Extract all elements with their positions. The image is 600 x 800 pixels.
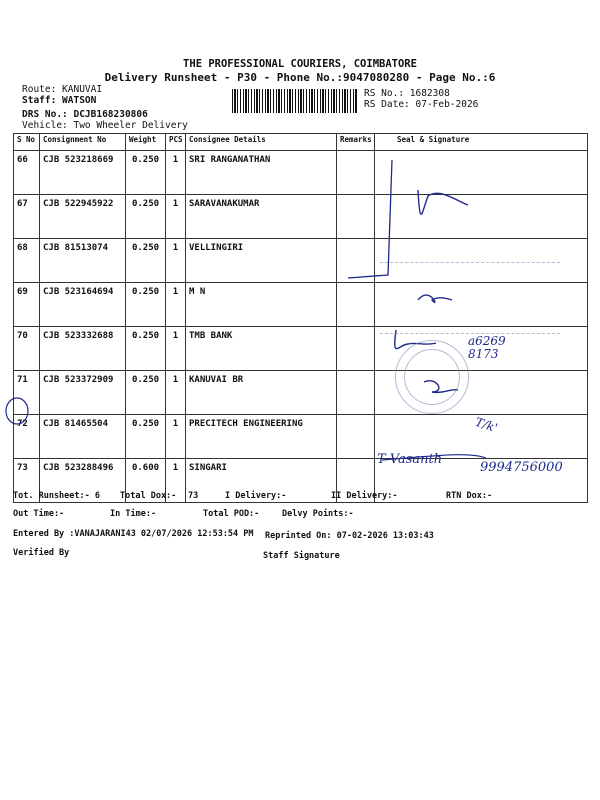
row-sno: 70 [14,327,40,371]
row-consignee: SRI RANGANATHAN [186,151,337,195]
rect-stamp [380,262,560,334]
row-pcs: 1 [166,327,186,371]
handwritten-mark: T/k' [473,414,500,436]
col-consignment: Consignment No [40,134,126,151]
row-consignee: KANUVAI BR [186,371,337,415]
row-consignee: SINGARI [186,459,337,503]
row-consignment: CJB 523288496 [40,459,126,503]
row-sno: 66 [14,151,40,195]
handwritten-name: T Vasanth [377,452,443,467]
row-consignee: SARAVANAKUMAR [186,195,337,239]
vehicle-label: Vehicle: Two Wheeler Delivery [22,120,188,131]
i-delivery: I Delivery:- [225,491,287,501]
ii-delivery: II Delivery:- [331,491,398,501]
row-pcs: 1 [166,459,186,503]
row-consignment: CJB 523218669 [40,151,126,195]
row-consignment: CJB 522945922 [40,195,126,239]
row-weight: 0.600 [126,459,166,503]
col-weight: Weight [126,134,166,151]
row-consignment: CJB 523332688 [40,327,126,371]
row-consignee: TMB BANK [186,327,337,371]
col-sno: S No [14,134,40,151]
in-time: In Time:- [110,509,157,519]
rs-number: RS No.: 1682308 [364,88,450,99]
row-weight: 0.250 [126,283,166,327]
col-pcs: PCS [166,134,186,151]
row-weight: 0.250 [126,371,166,415]
out-time: Out Time:- [13,509,65,519]
row-consignee: VELLINGIRI [186,239,337,283]
row-consignee: PRECITECH ENGINEERING [186,415,337,459]
row-weight: 0.250 [126,327,166,371]
staff-signature: Staff Signature [263,551,340,561]
route-label: Route: KANUVAI [22,84,103,95]
row-sno: 71 [14,371,40,415]
row-weight: 0.250 [126,195,166,239]
row-pcs: 1 [166,239,186,283]
row-consignment: CJB 523164694 [40,283,126,327]
col-consignee: Consignee Details [186,134,337,151]
row-weight: 0.250 [126,415,166,459]
drs-number: DRS No.: DCJB168230806 [22,109,148,120]
col-remarks: Remarks [337,134,375,151]
tot-runsheet: Tot. Runsheet:- 6 [13,491,100,501]
row-consignment: CJB 523372909 [40,371,126,415]
row-sno: 68 [14,239,40,283]
total-pod: Total POD:- [203,509,260,519]
runsheet-subtitle: Delivery Runsheet - P30 - Phone No.:9047080280 - Page No.:6 [104,71,496,84]
row-weight: 0.250 [126,151,166,195]
row-consignment: CJB 81513074 [40,239,126,283]
verified-by: Verified By [13,548,70,558]
ink-bracket [348,160,392,278]
row-weight: 0.250 [126,239,166,283]
total-dox-label: Total Dox:- [120,491,177,501]
rtn-dox: RTN Dox:- [446,491,493,501]
handwritten-code: a6269 8173 [468,334,506,361]
company-title: THE PROFESSIONAL COURIERS, COIMBATORE [183,58,417,70]
row-sno: 67 [14,195,40,239]
row-pcs: 1 [166,195,186,239]
entered-by: Entered By :VANAJARANI43 02/07/2026 12:53:54 PM [13,529,254,539]
row-pcs: 1 [166,371,186,415]
reprinted-on: Reprinted On: 07-02-2026 13:03:43 [265,531,434,541]
row-pcs: 1 [166,151,186,195]
row-consignment: CJB 81465504 [40,415,126,459]
row-pcs: 1 [166,283,186,327]
row-sno: 69 [14,283,40,327]
delvy-points: Delvy Points:- [282,509,354,519]
col-seal-signature: Seal & Signature [375,134,588,151]
rs-date: RS Date: 07-Feb-2026 [364,99,479,110]
total-dox-value: 73 [188,491,199,501]
row-consignee: M N [186,283,337,327]
circle-mark-72 [6,398,28,424]
staff-label: Staff: WATSON [22,95,97,106]
row-sno: 72 [14,415,40,459]
row-pcs: 1 [166,415,186,459]
row-sno: 73 [14,459,40,503]
handwritten-phone: 9994756000 [480,460,563,475]
round-seal-inner [404,349,460,405]
signature-67 [418,190,468,214]
